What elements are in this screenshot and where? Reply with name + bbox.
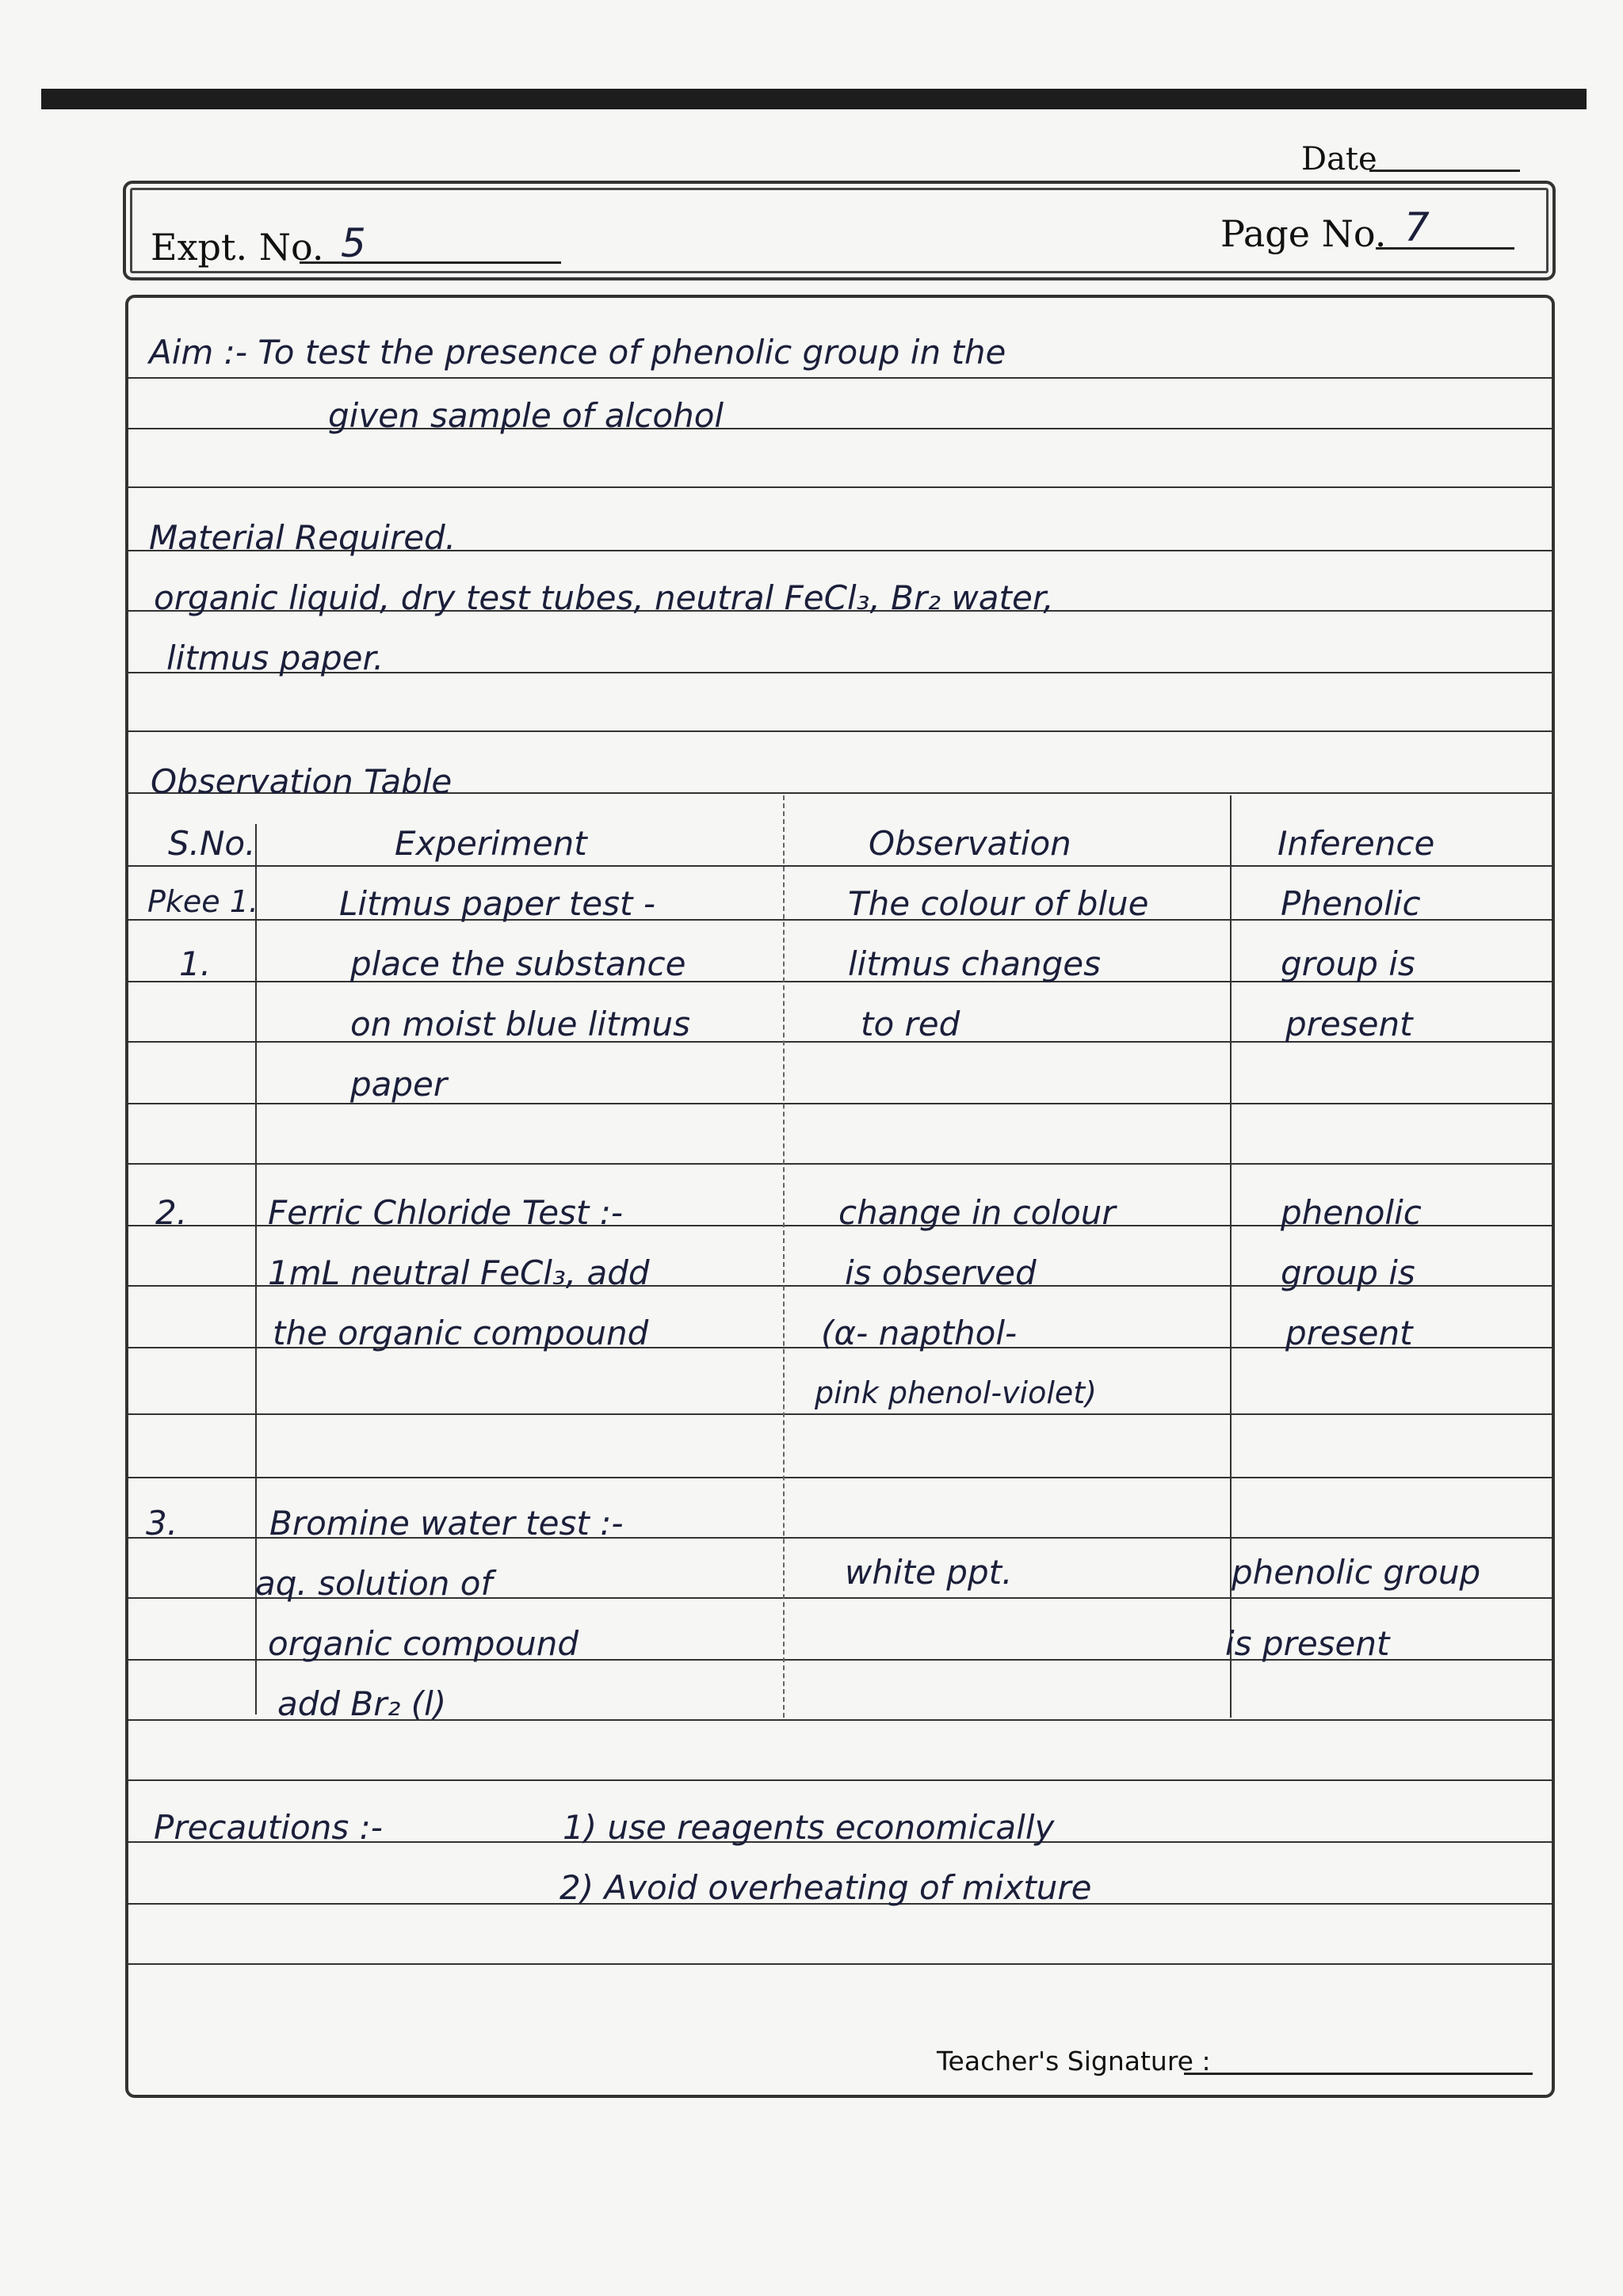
row1-sno: 1.: [179, 944, 212, 983]
ruled-line: [125, 730, 1552, 732]
ruled-line: [125, 486, 1552, 488]
aim-line-1: Aim :- To test the presence of phenolic group in the: [149, 333, 1006, 372]
row2-observation: change in colour: [838, 1193, 1116, 1232]
row1-inference: present: [1285, 1005, 1413, 1043]
row3-inference: is present: [1225, 1624, 1390, 1663]
ruled-line: [125, 1413, 1552, 1415]
ruled-line: [125, 1163, 1552, 1165]
table-column-divider: [783, 795, 785, 1718]
row2-observation: is observed: [845, 1253, 1037, 1292]
row3-experiment: add Br₂ (l): [277, 1684, 447, 1723]
row2-inference: phenolic: [1281, 1193, 1422, 1232]
row1-sno-note: Pkee 1.: [147, 884, 259, 919]
materials-heading: Material Required.: [149, 518, 456, 557]
row2-experiment: the organic compound: [273, 1314, 649, 1352]
row3-experiment: Bromine water test :-: [269, 1504, 624, 1543]
row3-observation: white ppt.: [845, 1553, 1013, 1592]
row2-observation: pink phenol-violet): [815, 1375, 1097, 1410]
row2-inference: group is: [1281, 1253, 1415, 1292]
table-header-inference: Inference: [1277, 824, 1435, 863]
observation-table-title: Observation Table: [151, 762, 453, 801]
row1-experiment: place the substance: [350, 944, 686, 983]
row3-sno: 3.: [146, 1504, 178, 1543]
row1-observation: The colour of blue: [848, 884, 1149, 923]
ruled-line: [125, 865, 1552, 867]
precautions-heading: Precautions :-: [154, 1808, 383, 1847]
page-no-value: 7: [1404, 204, 1430, 250]
materials-line-2: litmus paper.: [166, 639, 384, 677]
row2-observation: (α- napthol-: [821, 1314, 1018, 1352]
ruled-line: [125, 1963, 1552, 1965]
teacher-signature-label: Teacher's Signature :: [937, 2046, 1211, 2077]
table-header-observation: Observation: [869, 824, 1071, 863]
precaution-item: 1) use reagents economically: [563, 1808, 1055, 1847]
aim-line-2: given sample of alcohol: [328, 396, 724, 435]
date-field: [1369, 170, 1520, 172]
precaution-item: 2) Avoid overheating of mixture: [559, 1868, 1092, 1907]
row2-sno: 2.: [155, 1193, 188, 1232]
row2-inference: present: [1285, 1314, 1413, 1352]
row1-inference: Phenolic: [1281, 884, 1421, 923]
row1-experiment: Litmus paper test -: [339, 884, 655, 923]
row1-inference: group is: [1281, 944, 1415, 983]
expt-no-value: 5: [341, 220, 366, 266]
ruled-line: [125, 377, 1552, 379]
materials-line-1: organic liquid, dry test tubes, neutral FeCl₃, Br₂ water,: [154, 578, 1054, 617]
page-no-underline: [1376, 247, 1514, 250]
row3-experiment: organic compound: [268, 1624, 579, 1663]
page-no-label: Page No.: [1220, 212, 1387, 255]
page-top-edge: [41, 89, 1587, 109]
ruled-line: [125, 1103, 1552, 1104]
table-header-experiment: Experiment: [395, 824, 587, 863]
expt-no-label: Expt. No.: [151, 226, 324, 269]
date-label: Date: [1301, 141, 1377, 177]
row2-experiment: 1mL neutral FeCl₃, add: [268, 1253, 650, 1292]
expt-no-underline: [300, 261, 561, 264]
teacher-signature-line: [1184, 2073, 1533, 2075]
row3-inference: phenolic group: [1232, 1553, 1481, 1592]
table-header-sno: S.No.: [168, 824, 256, 863]
row3-experiment: aq. solution of: [255, 1564, 493, 1603]
row2-experiment: Ferric Chloride Test :-: [268, 1193, 624, 1232]
row1-observation: to red: [861, 1005, 960, 1043]
row1-observation: litmus changes: [848, 944, 1102, 983]
row1-experiment: on moist blue litmus: [350, 1005, 691, 1043]
ruled-line: [125, 1477, 1552, 1478]
ruled-line: [125, 1779, 1552, 1781]
row1-experiment: paper: [350, 1065, 448, 1104]
